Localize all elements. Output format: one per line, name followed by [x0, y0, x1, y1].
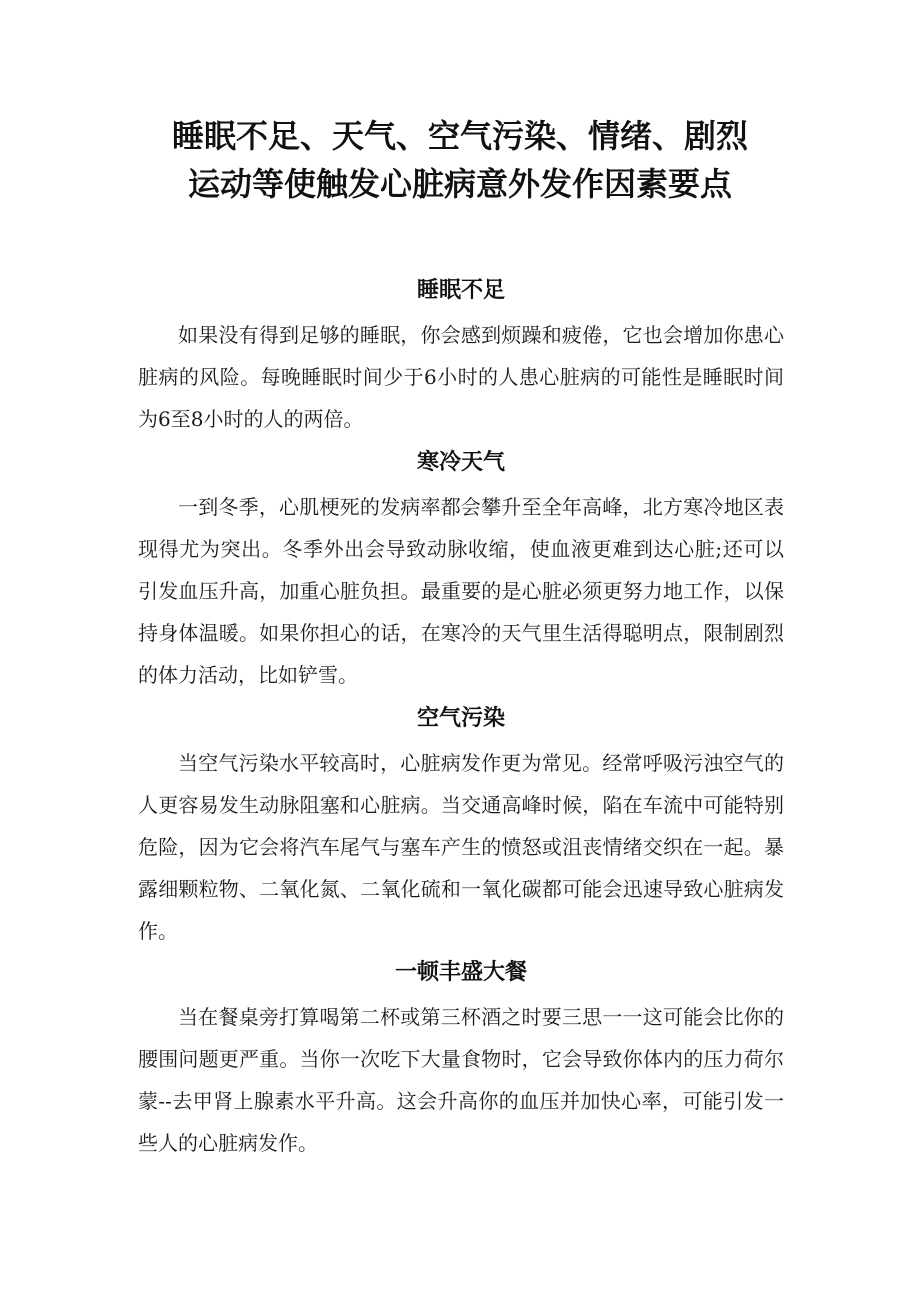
- section-sleep: [138, 274, 784, 440]
- section-paragraph: 当在餐桌旁打算喝第二杯或第三杯酒之时要三思一一这可能会比你的腰围问题更严重。当你一次吃下大量食物时，它会导致你体内的压力荷尔蒙--去甲肾上腺素水平升高。这会升高你的血压并加快心率，可能引发一些人的心脏病发作。: [138, 1005, 784, 1155]
- section-air-pollution: [138, 702, 784, 952]
- section-heading: 寒冷天气: [416, 450, 505, 475]
- title-line-2: 运动等使触发心脏病意外发作因素要点: [187, 165, 732, 203]
- section-paragraph: 一到冬季，心肌梗死的发病率都会攀升至全年高峰，北方寒冷地区表现得尤为突出。冬季外出会导致动脉收缩，使血液更难到达心脏;还可以引发血压升高，加重心脏负担。最重要的是心脏必须更努力地工作，以保持身体温暖。如果你担心的话，在寒冷的天气里生活得聪明点，限制剧烈的体力活动，比如铲雪。: [138, 495, 784, 687]
- section-heading: 空气污染: [416, 706, 505, 731]
- section-cold-weather: [138, 446, 784, 696]
- section-paragraph: 如果没有得到足够的睡眠，你会感到烦躁和疲倦，它也会增加你患心脏病的风险。每晚睡眠时间少于6小时的人患心脏病的可能性是睡眠时间为6至8小时的人的两倍。: [138, 323, 784, 431]
- document-title: [140, 112, 780, 208]
- section-big-meal: [138, 956, 784, 1164]
- section-heading: 一顿丰盛大餐: [394, 960, 527, 985]
- title-line-1: 睡眠不足、天气、空气污染、情绪、剧烈: [171, 117, 748, 155]
- section-paragraph: 当空气污染水平较高时，心脏病发作更为常见。经常呼吸污浊空气的人更容易发生动脉阻塞和心脏病。当交通高峰时候，陷在车流中可能特别危险，因为它会将汽车尾气与塞车产生的愤怒或沮丧情绪交织在一起。暴露细颗粒物、二氧化氮、二氧化硫和一氧化碳都可能会迅速导致心脏病发作。: [138, 751, 784, 943]
- section-heading: 睡眠不足: [416, 278, 505, 303]
